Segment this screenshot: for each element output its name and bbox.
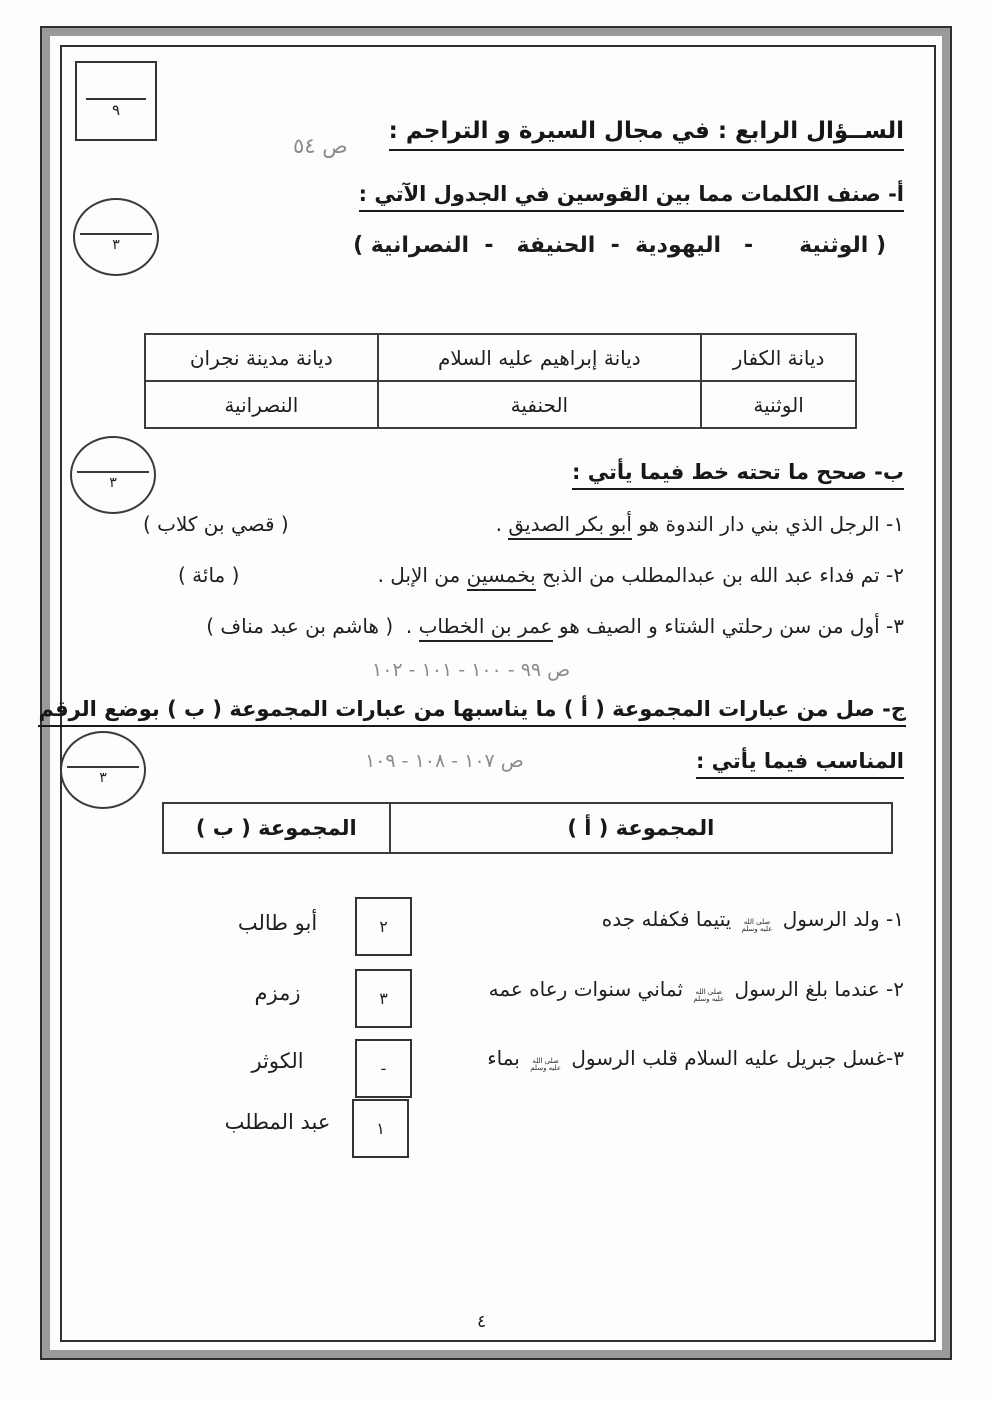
page-frame-outer bbox=[40, 26, 952, 1360]
section-c-label-line-1: ج- صل من عبارات المجموعة ( أ ) ما يناسبها من عبارات المجموعة ( ب ) بوضع الرقم bbox=[38, 697, 906, 727]
pbuh-line-2: عليه وسلم bbox=[530, 1064, 562, 1072]
section-b-item-2 bbox=[378, 563, 904, 587]
section-c-label-line-2: المناسب فيما يأتي : bbox=[696, 749, 904, 779]
total-score-box bbox=[75, 61, 157, 141]
marks-circle-section-a bbox=[73, 198, 159, 276]
pbuh-line-2: عليه وسلم bbox=[741, 925, 773, 933]
footer-page-number: ٤ bbox=[477, 1312, 487, 1332]
section-b-item-1 bbox=[496, 512, 904, 536]
matching-groups-header-table bbox=[162, 802, 893, 854]
section-a-word-bank: ( الوثنية - اليهودية - الحنيفة - النصرانية ) bbox=[353, 233, 886, 258]
group-a-header: المجموعة ( أ ) bbox=[390, 803, 892, 853]
matching-answer-box-2: ٣ bbox=[355, 969, 412, 1028]
group-b-option-2: زمزم bbox=[254, 981, 301, 1005]
item-3-underlined-word: عمر بن الخطاب bbox=[419, 614, 553, 642]
marks-circle-line bbox=[77, 471, 149, 473]
marks-circle-section-b bbox=[70, 436, 156, 514]
section-c-page-reference: ص ١٠٧ - ١٠٨ - ١٠٩ bbox=[365, 750, 524, 772]
item-2-text: ٢- تم فداء عبد الله بن عبدالمطلب من الذبح bbox=[535, 563, 904, 587]
marks-value-section-a: ٣ bbox=[112, 237, 120, 253]
section-b-label: ب- صحح ما تحته خط فيما يأتي : bbox=[572, 460, 904, 490]
item-2-text-end: من الإبل . bbox=[377, 563, 467, 587]
col-header-religion-of-ibrahim: ديانة إبراهيم عليه السلام bbox=[378, 334, 702, 381]
col-header-religion-of-disbelievers: ديانة الكفار bbox=[701, 334, 856, 381]
pbuh-line-2: عليه وسلم bbox=[693, 995, 725, 1003]
item-2-underlined-word: بخمسين bbox=[467, 563, 536, 591]
marks-circle-line bbox=[80, 233, 152, 235]
col-header-religion-of-najran: ديانة مدينة نجران bbox=[145, 334, 378, 381]
section-b-page-reference: ص ٩٩ - ١٠٠ - ١٠١ - ١٠٢ bbox=[372, 659, 571, 681]
classification-table-answer-row bbox=[145, 381, 856, 428]
matching-groups-header-row bbox=[163, 803, 892, 853]
pbuh-honorific-icon bbox=[693, 989, 724, 1004]
group-b-header: المجموعة ( ب ) bbox=[163, 803, 390, 853]
classification-table-header-row bbox=[145, 334, 856, 381]
statement-2-text: ٢- عندما بلغ الرسول bbox=[728, 977, 904, 1001]
pbuh-line-1: صلى الله bbox=[532, 1056, 559, 1065]
marks-circle-section-c bbox=[60, 731, 146, 809]
page-reference-top: ص ٥٤ bbox=[293, 134, 348, 158]
page-frame-gray-band bbox=[42, 28, 950, 1358]
pbuh-line-1: صلى الله bbox=[695, 987, 723, 996]
classification-table bbox=[144, 333, 857, 429]
statement-1-text: ١- ولد الرسول bbox=[776, 907, 904, 931]
item-1-underlined-word: أبو بكر الصديق bbox=[508, 512, 632, 540]
pbuh-honorific-icon bbox=[530, 1058, 561, 1073]
pbuh-honorific-icon bbox=[742, 919, 773, 934]
answer-cell-hanifiyya: الحنفية bbox=[378, 381, 702, 428]
item-3-text: ٣- أول من سن رحلتي الشتاء و الصيف هو bbox=[552, 614, 904, 638]
section-b-answer-1: ( قصي بن كلاب ) bbox=[143, 512, 289, 536]
matching-answer-box-3: - bbox=[355, 1039, 412, 1098]
statement-2-text-end: ثماني سنوات رعاه عمه bbox=[488, 977, 690, 1001]
matching-answer-box-1: ٢ bbox=[355, 897, 412, 956]
group-b-option-3: الكوثر bbox=[251, 1049, 304, 1073]
group-b-option-1: أبو طالب bbox=[237, 911, 318, 935]
group-a-statement-3 bbox=[487, 1046, 904, 1073]
marks-value-section-b: ٣ bbox=[109, 475, 117, 491]
group-a-statement-1 bbox=[602, 907, 904, 934]
answer-cell-christianity: النصرانية bbox=[145, 381, 378, 428]
statement-3-text: ٣-غسل جبريل عليه السلام قلب الرسول bbox=[565, 1046, 904, 1070]
group-b-option-4: عبد المطلب bbox=[224, 1110, 331, 1134]
statement-1-text-end: يتيما فكفله جده bbox=[601, 907, 738, 931]
statement-3-text-end: بماء bbox=[487, 1046, 527, 1070]
marks-circle-line bbox=[67, 766, 139, 768]
matching-answer-box-4: ١ bbox=[352, 1099, 409, 1158]
question-title: الســؤال الرابع : في مجال السيرة و التراجم : bbox=[389, 118, 904, 151]
item-1-text-end: . bbox=[495, 512, 509, 536]
pbuh-line-1: صلى الله bbox=[743, 917, 771, 926]
group-a-statement-2 bbox=[489, 977, 904, 1004]
total-score-value: ٩ bbox=[111, 101, 121, 119]
section-b-item-3 bbox=[206, 614, 904, 638]
score-box-line bbox=[86, 98, 145, 100]
answer-cell-idolatry: الوثنية bbox=[701, 381, 856, 428]
marks-value-section-c: ٣ bbox=[99, 770, 107, 786]
item-3-text-end: . ( هاشم بن عبد مناف ) bbox=[206, 614, 419, 638]
item-1-text: ١- الرجل الذي بني دار الندوة هو bbox=[631, 512, 904, 536]
section-a-label: أ- صنف الكلمات مما بين القوسين في الجدول الآتي : bbox=[359, 182, 904, 212]
section-b-answer-2: ( مائة ) bbox=[178, 563, 240, 587]
